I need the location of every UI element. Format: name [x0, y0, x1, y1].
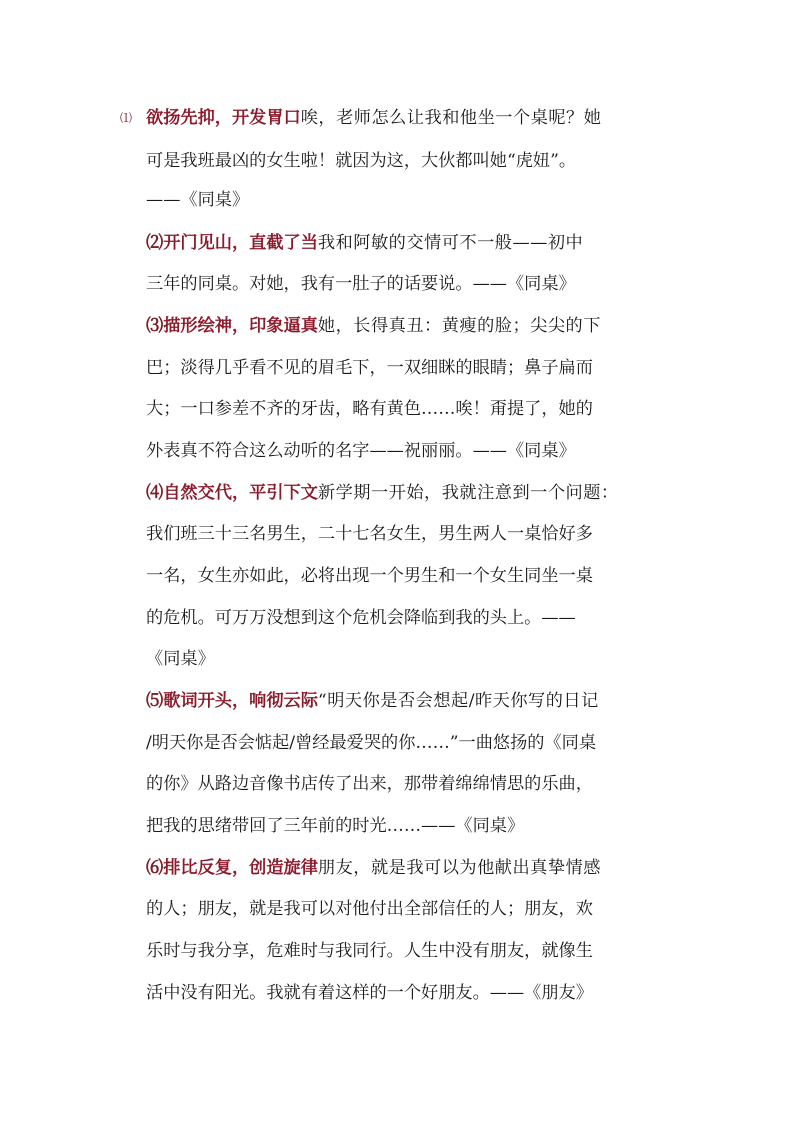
entry-1-line-3: ——《同桌》 [146, 190, 250, 210]
entry-5-heading: 歌词开头，响彻云际 [163, 691, 318, 711]
entry-3-line-4: 外表真不符合这么动听的名字——祝丽丽。——《同桌》 [146, 441, 576, 461]
entry-4-heading: 自然交代，平引下文 [163, 483, 318, 503]
entry-6-number: ⑹ [146, 858, 164, 878]
entry-4-line-5: 《同桌》 [146, 649, 215, 669]
entry-5-text: “明天你是否会想起/昨天你写的日记 [317, 691, 599, 711]
entry-4-line-2: 我们班三十三名男生，二十七名女生，男生两人一桌恰好多 [146, 524, 593, 544]
entry-2-heading: 开门见山，直截了当 [163, 233, 318, 253]
entry-2-line-1 [146, 224, 676, 262]
entry-4-text: 新学期一开始，我就注意到一个问题： [317, 483, 619, 503]
entry-5-line-4: 把我的思绪带回了三年前的时光……——《同桌》 [146, 816, 525, 836]
entry-2-line-2: 三年的同桌。对她，我有一肚子的话要说。——《同桌》 [146, 274, 576, 294]
entry-6-line-2: 的人；朋友，就是我可以对他付出全部信任的人；朋友，欢 [146, 899, 593, 919]
entry-4-line-3: 一名，女生亦如此，必将出现一个男生和一个女生同坐一桌 [146, 566, 593, 586]
entry-6-line-4: 活中没有阳光。我就有着这样的一个好朋友。——《朋友》 [146, 983, 593, 1003]
entry-6-line-1 [146, 849, 676, 887]
entry-4-line-4: 的危机。可万万没想到这个危机会降临到我的头上。—— [146, 608, 576, 628]
entry-5-line-1 [146, 682, 676, 720]
entry-3-number: ⑶ [146, 316, 164, 336]
entry-1-line-2: 可是我班最凶的女生啦！就因为这，大伙都叫她“虎妞”。 [146, 151, 577, 171]
entry-1-heading: 欲扬先抑，开发胃口 [146, 108, 301, 128]
entry-4-line-1 [146, 474, 676, 512]
entry-5-line-3: 的你》从路边音像书店传了出来，那带着绵绵情思的乐曲， [146, 774, 593, 794]
entry-6-line-3: 乐时与我分享，危难时与我同行。人生中没有朋友，就像生 [146, 941, 593, 961]
entry-5-line-2: /明天你是否会惦起/曾经最爱哭的你……”一曲悠扬的《同桌 [146, 733, 597, 753]
entry-2-text: 我和阿敏的交情可不一般——初中 [317, 233, 584, 253]
entry-3-line-2: 巴；淡得几乎看不见的眉毛下，一双细眯的眼睛；鼻子扁而 [146, 358, 593, 378]
entry-2-number: ⑵ [146, 233, 164, 253]
entry-6-text: 朋友，就是我可以为他献出真挚情感 [317, 858, 601, 878]
entry-1-line-1 [120, 99, 676, 137]
entry-3-line-1 [146, 307, 676, 345]
entry-6-heading: 排比反复，创造旋律 [163, 858, 318, 878]
entry-3-text: 她，长得真丑：黄瘦的脸；尖尖的下 [317, 316, 601, 336]
entry-1-text: 唉，老师怎么让我和他坐一个桌呢？她 [300, 108, 602, 128]
entry-3-heading: 描形绘神，印象逼真 [163, 316, 318, 336]
entry-5-number: ⑸ [146, 691, 164, 711]
entry-1-number: ⑴ [120, 111, 133, 125]
entry-3-line-3: 大；一口参差不齐的牙齿，略有黄色……唉！甭提了，她的 [146, 399, 593, 419]
entry-4-number: ⑷ [146, 483, 164, 503]
